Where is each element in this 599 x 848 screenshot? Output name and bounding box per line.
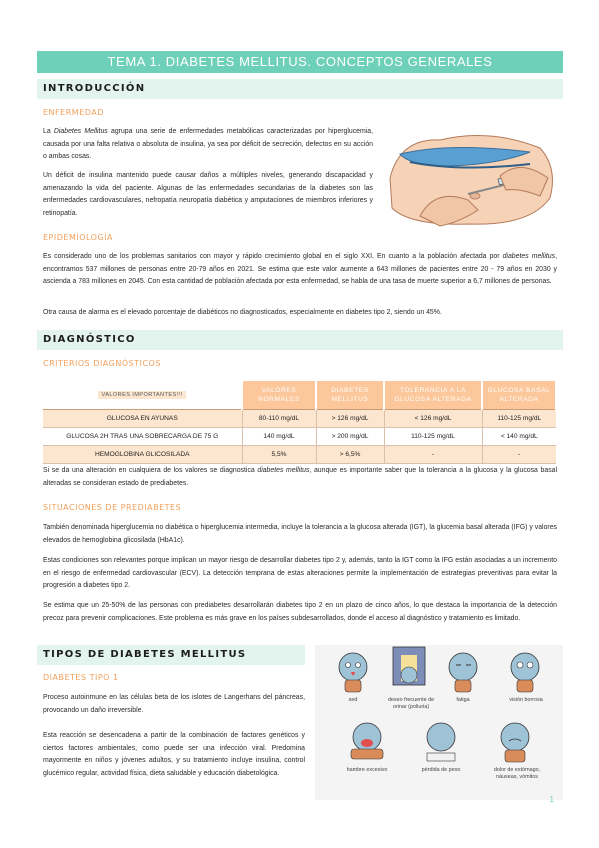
subheading-epidemiologia: EPIDEMIOLOGÍA — [43, 233, 114, 242]
table-corner-cell — [43, 381, 242, 410]
subheading-tipo1: DIABETES TIPO 1 — [43, 673, 119, 682]
stomach-ache-figure — [501, 723, 529, 762]
table-cell: < 140 mg/dL — [482, 428, 556, 446]
page-number: 1 — [549, 795, 554, 804]
section-heading: INTRODUCCIÓN — [43, 83, 146, 94]
table-cell: 140 mg/dL — [242, 428, 316, 446]
section-heading: TIPOS DE DIABETES MELLITUS — [43, 649, 247, 660]
symptom-label: visión borrosa — [509, 697, 543, 703]
important-values-label: VALORES IMPORTANTES!!! — [98, 391, 187, 399]
symptom-label: pérdida de peso — [421, 767, 461, 773]
symptom-label: deseo frecuente de orinar (poliuria) — [387, 697, 435, 710]
section-introduccion — [37, 79, 563, 99]
table-cell: - — [384, 446, 482, 464]
row-label: GLUCOSA 2H TRAS UNA SOBRECARGA DE 75 G — [43, 428, 242, 446]
table-cell: > 126 mg/dL — [316, 410, 384, 428]
column-header: DIABETES MELLITUS — [316, 381, 384, 410]
table-row — [43, 428, 556, 446]
thirst-figure — [339, 653, 367, 692]
paragraph: Es considerado uno de los problemas sanitarios con mayor y rápido crecimiento global en el siglo XXI. En cuanto a la población afectada por diabetes mellitus, encontramos 537 millones de personas entre 20-79 años en 2021. Se estima que este valor aumente a 643 millones de pacientes entre 20 - 79 años en 2030 y ascienda a 783 millones en 2045. Con esta cantidad de población afectada por esta enfermedad, se habla de una tasa de muerte superior a 6,7 millones de personas. — [43, 253, 557, 285]
table-cell: - — [482, 446, 556, 464]
symptom-label: sed — [348, 697, 358, 703]
paragraph: Se estima que un 25-50% de las personas con prediabetes desarrollarán diabetes tipo 2 en un plazo de cinco años, lo que destaca la importancia de la detección precoz para prevenir complicaciones. Este problema es más grave en los países subdesarrollados, donde el acceso al diagnóstico y tratamiento es limitado. — [43, 602, 557, 622]
poliuria-figure — [393, 647, 425, 685]
section-diagnostico — [37, 330, 563, 350]
weight-loss-figure — [427, 723, 455, 761]
row-label: GLUCOSA EN AYUNAS — [43, 410, 242, 428]
blurred-vision-figure — [511, 653, 539, 692]
table-cell: 80-110 mg/dL — [242, 410, 316, 428]
hunger-figure — [351, 723, 383, 759]
paragraph: Estas condiciones son relevantes porque implican un mayor riesgo de desarrollar diabetes tipo 2 y, además, tanto la IGT como la IFG están asociadas a un incremento en el riesgo de enfermedad cardiovascular (ECV). La detección temprana de estas alteraciones permite la implementación de estrategias preventivas para evitar la progresión a diabetes tipo 2. — [43, 557, 557, 589]
section-heading: DIAGNÓSTICO — [43, 334, 136, 345]
insulin-injection-illustration — [380, 118, 560, 230]
column-header: TOLERANCIA A LA GLUCOSA ALTERADA — [384, 381, 482, 410]
paragraph: Proceso autoinmune en las células beta de los islotes de Langerhans del páncreas, provocando un daño irreversible. — [43, 694, 305, 714]
table-cell: < 126 mg/dL — [384, 410, 482, 428]
table-cell: 110-125 mg/dL — [384, 428, 482, 446]
table-row — [43, 446, 556, 464]
paragraph: La Diabetes Mellitus agrupa una serie de enfermedades metabólicas caracterizadas por hiperglucemia, causada por una falta relativa o absoluta de insulina, ya sea por déficit de secreción, defectos en su acción o ambas cosas. — [43, 128, 373, 160]
table-cell: 5,5% — [242, 446, 316, 464]
table-row — [43, 410, 556, 428]
table-header-row — [43, 381, 556, 410]
fatigue-figure — [449, 653, 477, 692]
table-cell: 110-125 mg/dL — [482, 410, 556, 428]
paragraph: Un déficit de insulina mantenido puede causar daños a múltiples niveles, generando discapacidad y amenazando la vida del paciente. Algunas de las enfermedades secundarias de la diabetes son las enfermedades cardiovasculares, nefropatía neuropatía diabética y amputaciones de miembros inferiores y retinopatía. — [43, 172, 373, 217]
paragraph: También denominada hiperglucemia no diabética o hiperglucemia intermedia, incluye la tolerancia a la glucosa alterada (IGT), la glucemia basal alterada (IFG) y valores elevados de hemoglobina glicosilada (HbA1c). — [43, 524, 557, 544]
subheading-criterios: CRITERIOS DIAGNÓSTICOS — [43, 359, 161, 368]
subheading-prediabetes: SITUACIONES DE PREDIABETES — [43, 503, 182, 512]
symptoms-illustration — [315, 645, 563, 800]
symptom-label: dolor de estómago, náuseas, vómitos — [493, 767, 541, 780]
diagnostic-criteria-table — [43, 381, 557, 464]
section-tipos — [37, 645, 305, 665]
symptom-label: fatiga — [456, 697, 470, 703]
column-header: GLUCOSA BASAL ALTERADA — [482, 381, 556, 410]
symptom-label: hambre excesivo — [346, 767, 388, 773]
table-cell: > 6,5% — [316, 446, 384, 464]
paragraph: Si se da una alteración en cualquiera de los valores se diagnostica diabetes mellitus, aunque es importante saber que la tolerancia a la glucosa y la glucosa basal alteradas se consideran estado de prediabetes. — [43, 467, 557, 487]
paragraph: Esta reacción se desencadena a partir de la combinación de factores genéticos y ciertos factores ambientales, como puede ser una infección viral. Predomina mayormente en niños y jóvenes adultos, y su tratamiento incluye insulina, control glucémico regular, actividad física, dieta saludable y educación diabetológica. — [43, 732, 305, 777]
page-title: TEMA 1. DIABETES MELLITUS. CONCEPTOS GENERALES — [37, 51, 563, 73]
subheading-enfermedad: ENFERMEDAD — [43, 108, 104, 117]
column-header: VALORES NORMALES — [242, 381, 316, 410]
paragraph: Otra causa de alarma es el elevado porcentaje de diabéticos no diagnosticados, especialmente en diabetes tipo 2, siendo un 45%. — [43, 309, 442, 316]
row-label: HEMOGLOBINA GLICOSILADA — [43, 446, 242, 464]
table-cell: > 200 mg/dL — [316, 428, 384, 446]
